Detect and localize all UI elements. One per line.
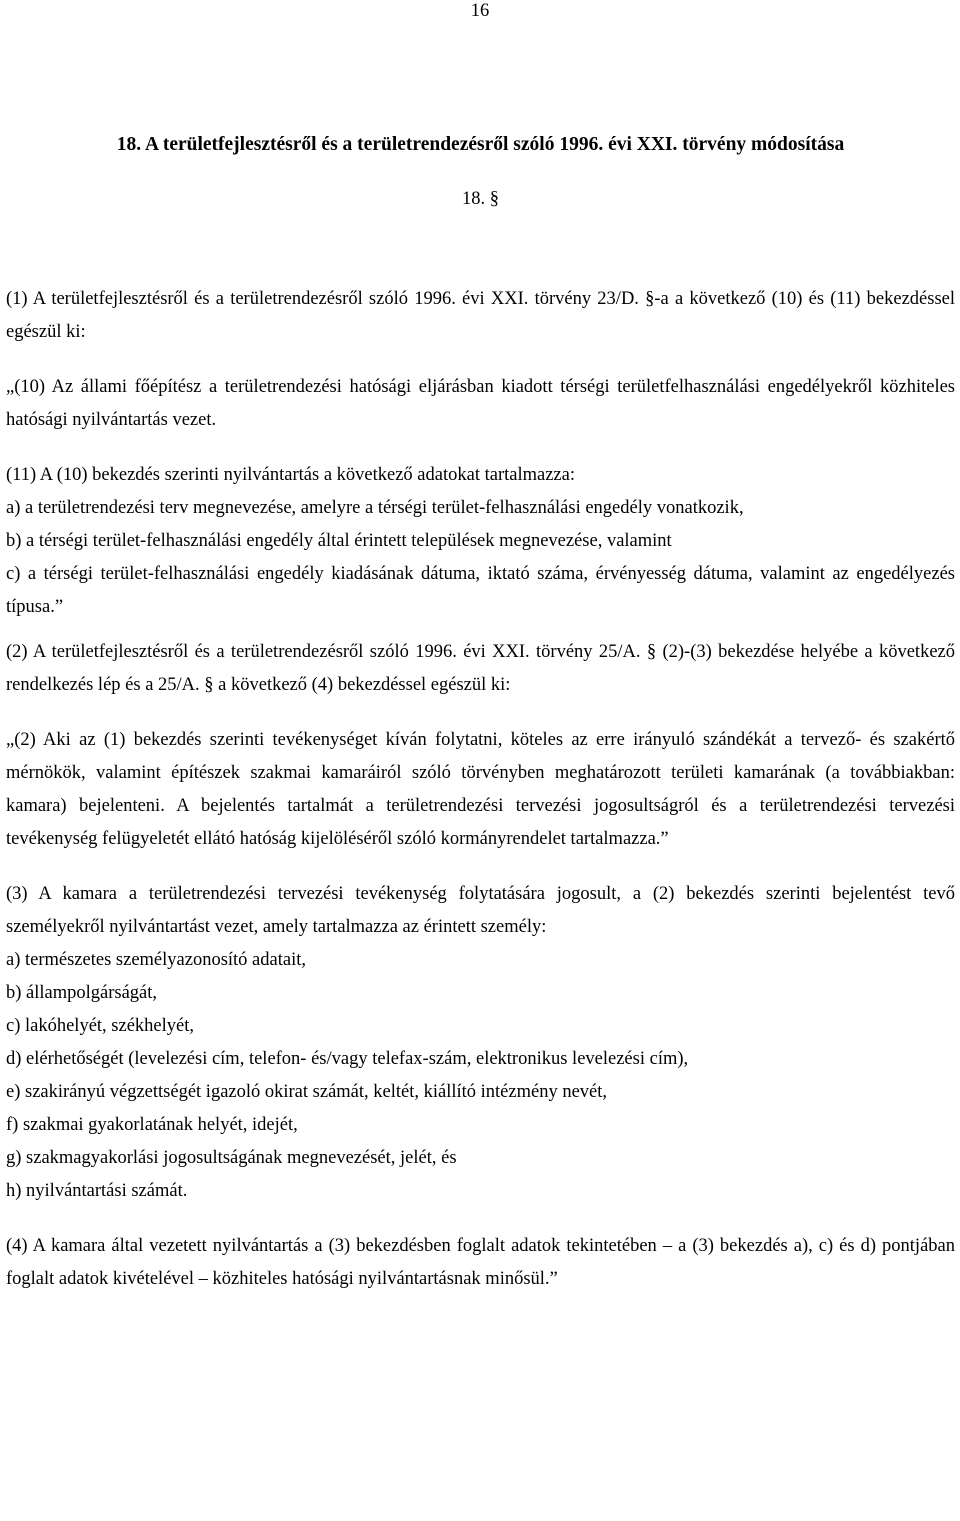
paragraph-7: (4) A kamara által vezetett nyilvántartás a (3) bekezdésben foglalt adatok tekintetében – a (3) bekezdés a), c) és d) pontjában foglalt adatok kivételével – közhiteles hatósági nyilvántartásnak minősül.” bbox=[6, 1236, 955, 1289]
paragraph-3-item-b: b) a térségi terület-felhasználási engedély által érintett települések megnevezése, valamint bbox=[6, 531, 672, 551]
page-number: 16 bbox=[470, 1, 490, 21]
list-item: h) nyilvántartási számát. bbox=[6, 1181, 188, 1201]
paragraph-4: (2) A területfejlesztésről és a területrendezésről szóló 1996. évi XXI. törvény 25/A. § (2)-(3) bekezdése helyébe a következő rendelkezés lép és a 25/A. § a következő (4) bekezdéssel egészül ki: bbox=[6, 642, 955, 695]
list-item: a) természetes személyazonosító adatait, bbox=[6, 950, 306, 970]
list-item: c) lakóhelyét, székhelyét, bbox=[6, 1016, 194, 1036]
paragraph-3-item-c: c) a térségi terület-felhasználási engedély kiadásának dátuma, iktató száma, érvényesség dátuma, valamint az engedélyezés típusa.” bbox=[6, 564, 955, 617]
paragraph-3: (11) A (10) bekezdés szerinti nyilvántartás a következő adatokat tartalmazza: bbox=[6, 465, 575, 485]
paragraph-3-item-a: a) a területrendezési terv megnevezése, amelyre a térségi terület-felhasználási engedély vonatkozik, bbox=[6, 498, 744, 518]
section-number: 18. § bbox=[462, 189, 499, 209]
list-item: e) szakirányú végzettségét igazoló okirat számát, keltét, kiállító intézmény nevét, bbox=[6, 1082, 608, 1102]
paragraph-5: „(2) Aki az (1) bekezdés szerinti tevékenységet kíván folytatni, köteles az erre irányuló szándékát a tervező- és szakértő mérnökök, valamint építészek szakmai kamaráiról szóló törvényben meghatározott területi kamarának (a továbbiakban: kamara) bejelenteni. A bejelentés tartalmát a területrendezési tervezési jogosultságról és a területrendezési tervezési tevékenység felügyeletét ellátó hatóság kijelöléséről szóló kormányrendelet tartalmazza.” bbox=[6, 730, 955, 849]
list-item: g) szakmagyakorlási jogosultságának megnevezését, jelét, és bbox=[6, 1148, 457, 1168]
paragraph-6: (3) A kamara a területrendezési tervezési tevékenység folytatására jogosult, a (2) bekezdés szerinti bejelentést tevő személyekről nyilvántartást vezet, amely tartalmazza az érintett személy: bbox=[6, 884, 955, 937]
list-item: f) szakmai gyakorlatának helyét, idejét, bbox=[6, 1115, 298, 1135]
paragraph-2: „(10) Az állami főépítész a területrendezési hatósági eljárásban kiadott térségi területfelhasználási engedélyekről közhiteles hatósági nyilvántartás vezet. bbox=[6, 377, 955, 430]
document-body bbox=[6, 128, 955, 1296]
list-item: d) elérhetőségét (levelezési cím, telefon- és/vagy telefax-szám, elektronikus levelezési cím), bbox=[6, 1049, 689, 1069]
list-item: b) állampolgárságát, bbox=[6, 983, 158, 1003]
person-data-list bbox=[6, 944, 955, 1208]
paragraph-1: (1) A területfejlesztésről és a területrendezésről szóló 1996. évi XXI. törvény 23/D. §-a a következő (10) és (11) bekezdéssel egészül ki: bbox=[6, 289, 955, 342]
chapter-title: 18. A területfejlesztésről és a területrendezésről szóló 1996. évi XXI. törvény módosítása bbox=[116, 134, 845, 155]
